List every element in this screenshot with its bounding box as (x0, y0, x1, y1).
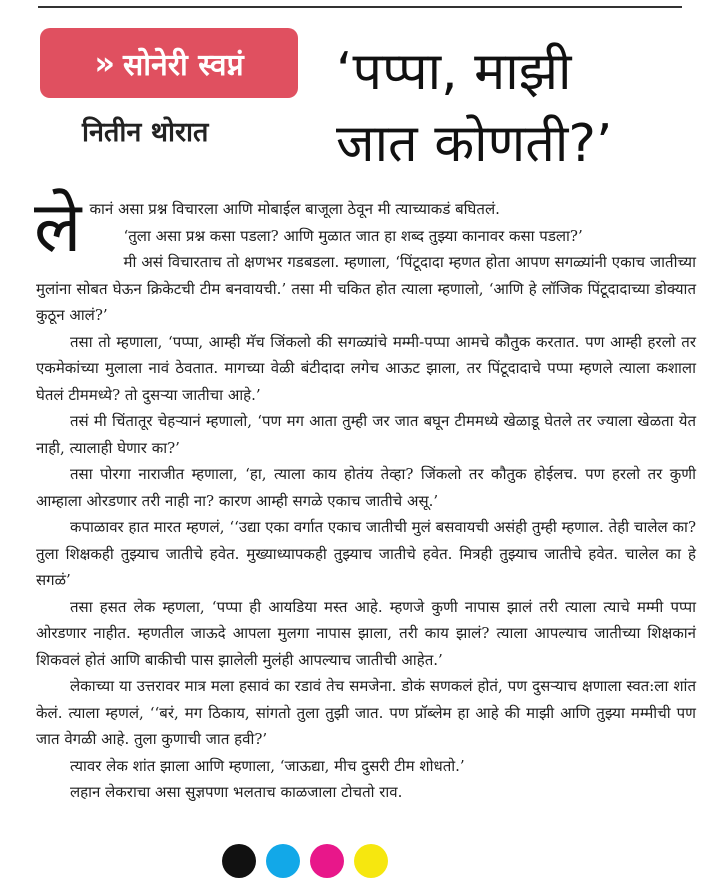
article-paragraph: मी असं विचारताच तो क्षणभर गडबडला. म्हणाला, ‘पिंटूदादा म्हणत होता आपण सगळ्यांनी एकाच जातीच्या मुलांना सोबत घेऊन क्रिकेटची टीम बनवायची.’ तसा मी चकित होत त्याला म्हणालो, ‘आणि हे लॉजिक पिंटूदादाच्या डोक्यात कुठून आलं?’ (36, 253, 696, 324)
column-name: सोनेरी स्वप्नं (123, 47, 244, 83)
cyan-dot (266, 844, 300, 878)
article-paragraph: तसा पोरगा नाराजीत म्हणाला, ‘हा, त्याला काय होतंय तेव्हा? जिंकलो तर कौतुक होईलच. पण हरलो तर कुणी आम्हाला ओरडणार तरी नाही ना? कारण आम्ही सगळे एकाच जातीचे असू.’ (36, 465, 696, 510)
registration-marks (222, 844, 388, 878)
chevron-double-right-icon: » (94, 44, 112, 82)
paragraph-text: कानं असा प्रश्न विचारला आणि मोबाईल बाजूला ठेवून मी त्याच्याकडं बघितलं. (89, 200, 500, 218)
article-paragraph: तसा तो म्हणाला, ‘पप्पा, आम्ही मॅच जिंकलो की सगळ्यांचे मम्मी-पप्पा आमचे कौतुक करतात. पण आम्ही हरलो तर एकमेकांच्या मुलाला नावं ठेवतात. मागच्या वेळी बंटीदादा लगेच आऊट झाला, तर पिंटूदादाचे पप्पा म्हणले त्याला कशाला घेतलं टीममध्ये? तो दुसऱ्या जातीचा आहे.’ (36, 332, 696, 404)
magenta-dot (310, 844, 344, 878)
headline-line-2: जात कोणती?’ (336, 114, 613, 174)
headline (336, 36, 696, 180)
article-paragraph: कपाळावर हात मारत म्हणलं, ‘‘उद्या एका वर्गात एकाच जातीची मुलं बसवायची असंही तुम्ही म्हणाल. तेही चालेल का? तुला शिक्षकही तुझ्याच जातीचे हवेत. मुख्याध्यापकही तुझ्याच जातीचे हवेत. मित्रही तुझ्याच जातीचे हवेत. चालेल का हे सगळं’ (36, 518, 696, 589)
article-paragraph: तसा हसत लेक म्हणला, ‘पप्पा ही आयडिया मस्त आहे. म्हणजे कुणी नापास झालं तरी त्याला त्याचे मम्मी पप्पा ओरडणार नाहीत. म्हणतील जाऊदे आपला मुलगा नापास झाला, तरी काय झालं? त्याला आपल्याच जातीच्या शिक्षकानं शिकवलं होतं आणि बाकीची पास झालेली मुलंही आपल्याच जातीची आहेत.’ (36, 597, 696, 669)
top-rule (38, 6, 682, 8)
article-body (34, 186, 696, 806)
column-banner (40, 28, 298, 98)
article-paragraph: त्यावर लेक शांत झाला आणि म्हणाला, ‘जाऊद्या, मीच दुसरी टीम शोधतो.’ (70, 756, 465, 775)
article-paragraph: तसं मी चिंतातूर चेहऱ्यानं म्हणालो, ‘पण मग आता तुम्ही जर जात बघून टीममध्ये खेळाडू घेतले तर ज्याला खेळता येत नाही, त्यालाही घेणार का?’ (36, 412, 696, 457)
black-dot (222, 844, 256, 878)
drop-cap: ले (34, 186, 82, 268)
article-paragraph: ‘तुला असा प्रश्न कसा पडला? आणि मुळात जात हा शब्द तुझ्या कानावर कसा पडला?’ (123, 226, 583, 245)
yellow-dot (354, 844, 388, 878)
headline-line-1: ‘पप्पा, माझी (336, 42, 572, 102)
author-name: नितीन थोरात (82, 117, 209, 148)
article-paragraph: लेकाच्या या उत्तरावर मात्र मला हसावं का रडावं तेच समजेना. डोकं सणकलं होतं, पण दुसऱ्याच क्षणाला स्वत:ला शांत केलं. त्याला म्हणलं, ‘‘बरं, मग ठिकाय, सांगतो तुला तुझी जात. पण प्रॉब्लेम हा आहे की माझी आणि तुझ्या मम्मीची पण जात वेगळी आहे. तुला कुणाची जात हवी?’ (36, 677, 696, 748)
article-paragraph: लहान लेकराचा असा सुज्ञपणा भलताच काळजाला टोचतो राव. (70, 783, 403, 801)
